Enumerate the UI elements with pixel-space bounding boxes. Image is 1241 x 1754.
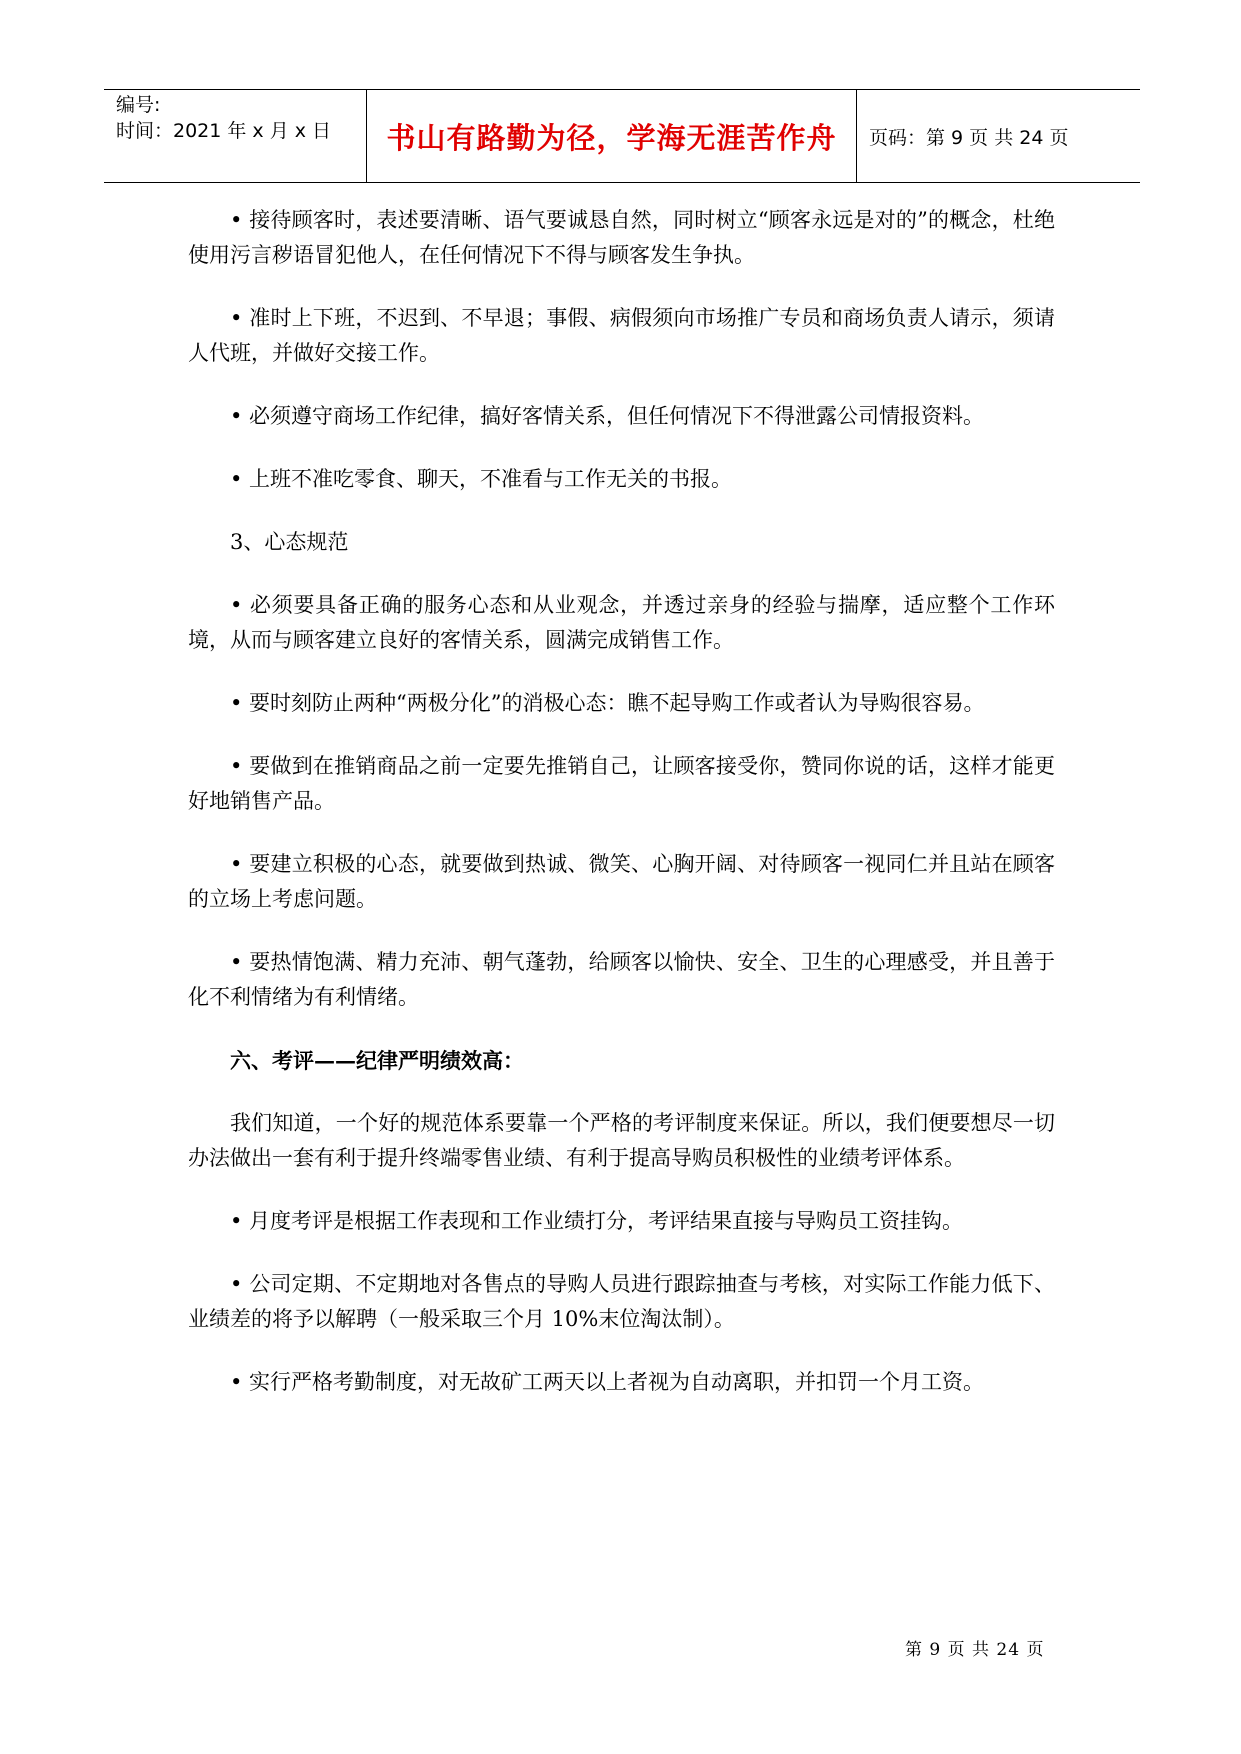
document-time-label: 时间：2021 年 x 月 x 日 xyxy=(116,120,332,142)
paragraph-service-mindset: • 必须要具备正确的服务心态和从业观念，并透过亲身的经验与揣摩，适应整个工作环境，从而与顾客建立良好的客情关系，圆满完成销售工作。 xyxy=(188,593,1055,652)
section-heading-mindset: 3、心态规范 xyxy=(230,530,349,554)
paragraph-avoid-polarization: • 要时刻防止两种“两极分化”的消极心态：瞧不起导购工作或者认为导购很容易。 xyxy=(230,691,985,715)
header-motto: 书山有路勤为径，学海无涯苦作舟 xyxy=(386,120,837,155)
document-body xyxy=(188,203,1055,1428)
paragraph-enthusiasm: • 要热情饱满、精力充沛、朝气蓬勃，给顾客以愉快、安全、卫生的心理感受，并且善于化不利情绪为有利情绪。 xyxy=(188,950,1055,1009)
paragraph-spot-checks: • 公司定期、不定期地对各售点的导购人员进行跟踪抽查与考核，对实际工作能力低下、业绩差的将予以解聘（一般采取三个月 10%末位淘汰制）。 xyxy=(188,1272,1055,1331)
paragraph-attendance: • 准时上下班，不迟到、不早退；事假、病假须向市场推广专员和商场负责人请示，须请人代班，并做好交接工作。 xyxy=(188,306,1055,365)
page-footer: 第 9 页 共 24 页 xyxy=(905,1640,1045,1660)
paragraph-reception: • 接待顾客时，表述要清晰、语气要诚恳自然，同时树立“顾客永远是对的”的概念，杜绝使用污言秽语冒犯他人，在任何情况下不得与顾客发生争执。 xyxy=(188,208,1055,267)
paragraph-attendance-policy: • 实行严格考勤制度，对无故矿工两天以上者视为自动离职，并扣罚一个月工资。 xyxy=(230,1370,985,1394)
paragraph-evaluation-intro: 我们知道，一个好的规范体系要靠一个严格的考评制度来保证。所以，我们便要想尽一切办法做出一套有利于提升终端零售业绩、有利于提高导购员积极性的业绩考评体系。 xyxy=(188,1111,1055,1170)
header-meta xyxy=(104,90,367,182)
section-heading-evaluation: 六、考评——纪律严明绩效高： xyxy=(230,1048,524,1073)
paragraph-sell-yourself: • 要做到在推销商品之前一定要先推销自己，让顾客接受你，赞同你说的话，这样才能更好地销售产品。 xyxy=(188,754,1055,813)
header-page-info: 页码：第 9 页 共 24 页 xyxy=(869,126,1069,149)
document-number-label: 编号: xyxy=(116,94,161,116)
paragraph-monthly-review: • 月度考评是根据工作表现和工作业绩打分，考评结果直接与导购员工资挂钩。 xyxy=(230,1209,964,1233)
paragraph-discipline: • 必须遵守商场工作纪律，搞好客情关系，但任何情况下不得泄露公司情报资料。 xyxy=(230,404,985,428)
header-motto-cell xyxy=(367,90,857,182)
paragraph-positive-attitude: • 要建立积极的心态，就要做到热诚、微笑、心胸开阔、对待顾客一视同仁并且站在顾客的立场上考虑问题。 xyxy=(188,852,1055,911)
paragraph-no-snacks: • 上班不准吃零食、聊天，不准看与工作无关的书报。 xyxy=(230,467,733,491)
page-header xyxy=(104,89,1140,183)
